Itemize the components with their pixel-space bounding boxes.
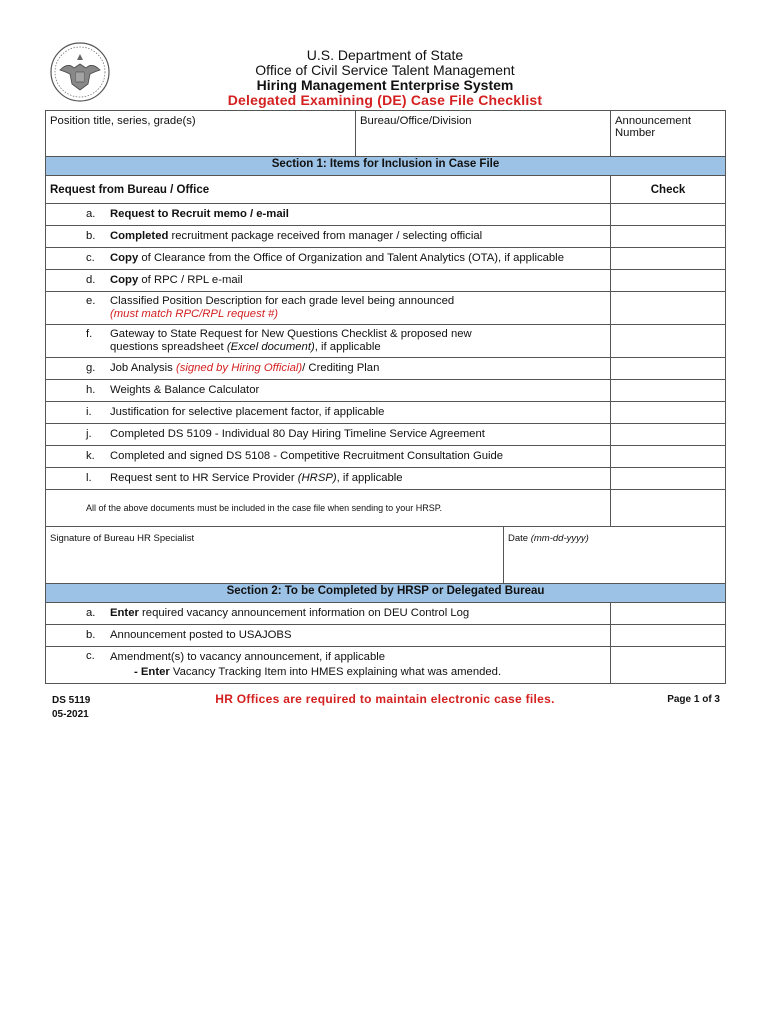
form-title: Delegated Examining (DE) Case File Checklist — [227, 92, 543, 108]
checklist-item: d. Copy of RPC / RPL e-mail — [46, 270, 611, 292]
check-box[interactable] — [611, 358, 726, 380]
checklist-item: e. Classified Position Description for each grade level being announced (must match RPC/RPL request #) — [46, 292, 611, 325]
office-name: Office of Civil Service Talent Management — [255, 62, 515, 78]
bureau-field[interactable] — [356, 111, 611, 157]
checklist-item: g. Job Analysis (signed by Hiring Official)/ Crediting Plan — [46, 358, 611, 380]
date-format: (mm-dd-yyyy) — [530, 533, 589, 544]
check-box[interactable] — [611, 292, 726, 325]
check-box[interactable] — [611, 380, 726, 402]
announcement-field[interactable] — [611, 111, 726, 157]
position-label: Position title, series, grade(s) — [50, 115, 196, 127]
checklist-item: c. Copy of Clearance from the Office of Organization and Talent Analytics (OTA), if applicable — [46, 248, 611, 270]
signature-field[interactable] — [46, 527, 504, 584]
section2-title: Section 2: To be Completed by HRSP or Delegated Bureau — [46, 584, 726, 603]
checklist-item: c. Amendment(s) to vacancy announcement, if applicable - Enter Vacancy Tracking Item into HMES explaining what was amended. — [46, 647, 611, 684]
check-box[interactable] — [611, 248, 726, 270]
date-field[interactable] — [504, 527, 726, 584]
department-seal-icon — [50, 40, 110, 104]
check-box[interactable] — [611, 270, 726, 292]
signature-label: Signature of Bureau HR Specialist — [50, 533, 195, 544]
checklist-item: b. Completed recruitment package received from manager / selecting official — [46, 226, 611, 248]
check-header: Check — [611, 176, 726, 204]
date-label: Date — [508, 533, 531, 544]
checklist-item: j. Completed DS 5109 - Individual 80 Day Hiring Timeline Service Agreement — [46, 424, 611, 446]
check-box[interactable] — [611, 402, 726, 424]
announcement-label: Announcement Number — [615, 115, 691, 139]
check-box[interactable] — [611, 424, 726, 446]
section1-title: Section 1: Items for Inclusion in Case File — [46, 157, 726, 176]
checklist-form — [45, 110, 725, 684]
check-box[interactable] — [611, 625, 726, 647]
form-header — [150, 48, 620, 108]
checklist-item: h. Weights & Balance Calculator — [46, 380, 611, 402]
checklist-item: a. Enter required vacancy announcement information on DEU Control Log — [46, 603, 611, 625]
check-box[interactable] — [611, 647, 726, 684]
position-field[interactable] — [46, 111, 356, 157]
page-number: Page 1 of 3 — [667, 694, 720, 705]
checklist-item: l. Request sent to HR Service Provider (HRSP), if applicable — [46, 468, 611, 490]
checklist-item: a. Request to Recruit memo / e-mail — [46, 204, 611, 226]
bureau-label: Bureau/Office/Division — [360, 115, 472, 127]
system-name: Hiring Management Enterprise System — [256, 77, 514, 93]
check-box[interactable] — [611, 226, 726, 248]
check-box[interactable] — [611, 204, 726, 226]
check-box[interactable] — [611, 325, 726, 358]
checklist-item: f. Gateway to State Request for New Questions Checklist & proposed new questions spreadsheet (Excel document), if applicable — [46, 325, 611, 358]
dept-name: U.S. Department of State — [306, 47, 464, 63]
note-check-box[interactable] — [611, 490, 726, 527]
check-box[interactable] — [611, 468, 726, 490]
form-number: DS 5119 05-2021 — [52, 695, 91, 720]
checklist-item: k. Completed and signed DS 5108 - Competitive Recruitment Consultation Guide — [46, 446, 611, 468]
section1-note: All of the above documents must be included in the case file when sending to your HRSP. — [46, 490, 611, 527]
checklist-item: b. Announcement posted to USAJOBS — [46, 625, 611, 647]
checklist-item: i. Justification for selective placement factor, if applicable — [46, 402, 611, 424]
request-header: Request from Bureau / Office — [46, 176, 611, 204]
check-box[interactable] — [611, 446, 726, 468]
footer-notice: HR Offices are required to maintain electronic case files. — [215, 692, 555, 706]
check-box[interactable] — [611, 603, 726, 625]
